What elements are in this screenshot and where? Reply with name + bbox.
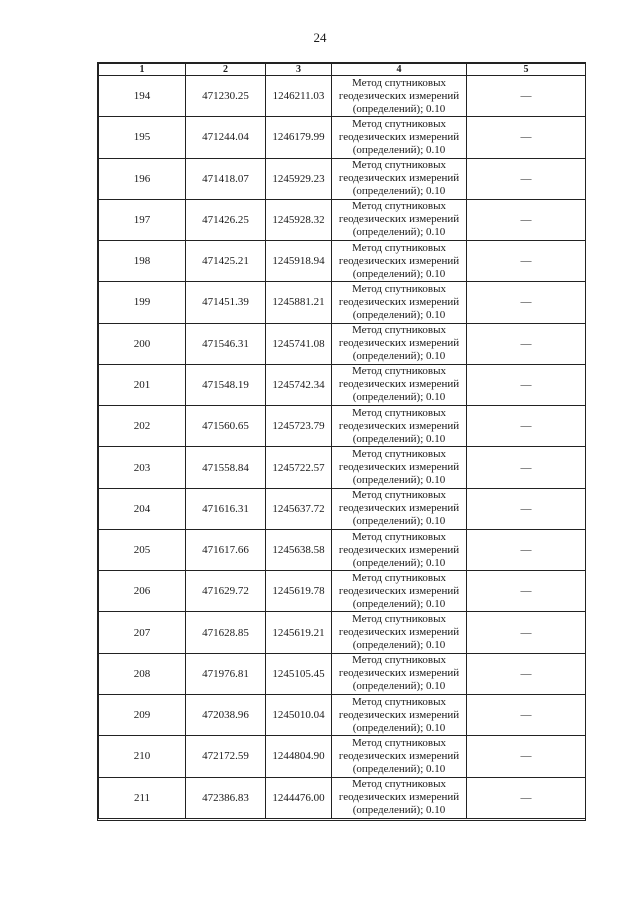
method-text-line-2: геодезических измерений (338, 667, 460, 680)
point-number-cell: 202 (99, 406, 186, 447)
method-text-line-1: Метод спутниковых (352, 571, 446, 584)
point-number-cell: 201 (99, 364, 186, 405)
y-coordinate-cell: 1245619.21 (266, 612, 332, 653)
method-cell (332, 447, 467, 488)
table-row (99, 158, 586, 199)
method-cell (332, 158, 467, 199)
method-cell (332, 571, 467, 612)
description-cell: — (467, 364, 586, 405)
method-cell (332, 364, 467, 405)
method-text-line-3: (определений); 0.10 (352, 308, 446, 321)
method-cell (332, 117, 467, 158)
description-cell: — (467, 529, 586, 570)
description-cell: — (467, 488, 586, 529)
y-coordinate-cell: 1245741.08 (266, 323, 332, 364)
column-header-1: 1 (99, 64, 186, 76)
table-row (99, 488, 586, 529)
coordinates-table (98, 63, 586, 819)
point-number-cell: 199 (99, 282, 186, 323)
method-cell (332, 406, 467, 447)
method-text-line-1: Метод спутниковых (352, 736, 446, 749)
y-coordinate-cell: 1245637.72 (266, 488, 332, 529)
point-number-cell: 208 (99, 653, 186, 694)
x-coordinate-cell: 471548.19 (186, 364, 266, 405)
y-coordinate-cell: 1244476.00 (266, 777, 332, 818)
method-cell (332, 612, 467, 653)
table-frame (97, 62, 586, 821)
description-cell: — (467, 241, 586, 282)
y-coordinate-cell: 1245881.21 (266, 282, 332, 323)
y-coordinate-cell: 1245010.04 (266, 694, 332, 735)
method-text-line-1: Метод спутниковых (352, 324, 446, 337)
description-cell: — (467, 158, 586, 199)
method-text-line-2: геодезических измерений (338, 708, 460, 721)
point-number-cell: 194 (99, 76, 186, 117)
point-number-cell: 207 (99, 612, 186, 653)
column-header-3: 3 (266, 64, 332, 76)
description-cell: — (467, 777, 586, 818)
x-coordinate-cell: 472172.59 (186, 736, 266, 777)
method-text-line-1: Метод спутниковых (352, 241, 446, 254)
description-cell: — (467, 117, 586, 158)
y-coordinate-cell: 1245722.57 (266, 447, 332, 488)
x-coordinate-cell: 471976.81 (186, 653, 266, 694)
x-coordinate-cell: 471616.31 (186, 488, 266, 529)
method-text-line-1: Метод спутниковых (352, 778, 446, 791)
method-text-line-2: геодезических измерений (338, 626, 460, 639)
table-row (99, 694, 586, 735)
description-cell: — (467, 406, 586, 447)
y-coordinate-cell: 1246179.99 (266, 117, 332, 158)
y-coordinate-cell: 1245619.78 (266, 571, 332, 612)
column-header-2: 2 (186, 64, 266, 76)
description-cell: — (467, 612, 586, 653)
method-text-line-3: (определений); 0.10 (352, 556, 446, 569)
table-row (99, 777, 586, 818)
method-text-line-1: Метод спутниковых (352, 654, 446, 667)
method-text-line-2: геодезических измерений (338, 461, 460, 474)
method-cell (332, 529, 467, 570)
y-coordinate-cell: 1244804.90 (266, 736, 332, 777)
description-cell: — (467, 323, 586, 364)
method-text-line-2: геодезических измерений (338, 543, 460, 556)
method-text-line-3: (определений); 0.10 (352, 432, 446, 445)
column-header-4: 4 (332, 64, 467, 76)
method-text-line-3: (определений); 0.10 (352, 474, 446, 487)
x-coordinate-cell: 471546.31 (186, 323, 266, 364)
table-row (99, 76, 586, 117)
point-number-cell: 204 (99, 488, 186, 529)
description-cell: — (467, 694, 586, 735)
method-text-line-1: Метод спутниковых (352, 200, 446, 213)
x-coordinate-cell: 471426.25 (186, 199, 266, 240)
point-number-cell: 198 (99, 241, 186, 282)
method-text-line-1: Метод спутниковых (352, 282, 446, 295)
method-text-line-1: Метод спутниковых (352, 117, 446, 130)
method-cell (332, 241, 467, 282)
method-text-line-3: (определений); 0.10 (352, 515, 446, 528)
point-number-cell: 205 (99, 529, 186, 570)
table-row (99, 364, 586, 405)
method-text-line-3: (определений); 0.10 (352, 267, 446, 280)
method-cell (332, 282, 467, 323)
method-text-line-1: Метод спутниковых (352, 530, 446, 543)
table-row (99, 406, 586, 447)
method-cell (332, 653, 467, 694)
x-coordinate-cell: 472038.96 (186, 694, 266, 735)
point-number-cell: 209 (99, 694, 186, 735)
table-row (99, 529, 586, 570)
method-text-line-3: (определений); 0.10 (352, 226, 446, 239)
method-text-line-3: (определений); 0.10 (352, 143, 446, 156)
method-text-line-2: геодезических измерений (338, 172, 460, 185)
method-text-line-3: (определений); 0.10 (352, 680, 446, 693)
method-text-line-3: (определений); 0.10 (352, 804, 446, 817)
method-text-line-1: Метод спутниковых (352, 613, 446, 626)
y-coordinate-cell: 1245105.45 (266, 653, 332, 694)
method-text-line-2: геодезических измерений (338, 254, 460, 267)
method-text-line-1: Метод спутниковых (352, 159, 446, 172)
method-text-line-3: (определений); 0.10 (352, 391, 446, 404)
method-text-line-2: геодезических измерений (338, 502, 460, 515)
method-text-line-3: (определений); 0.10 (352, 762, 446, 775)
table-row (99, 571, 586, 612)
method-text-line-1: Метод спутниковых (352, 695, 446, 708)
table-row (99, 736, 586, 777)
method-text-line-3: (определений); 0.10 (352, 597, 446, 610)
method-cell (332, 777, 467, 818)
point-number-cell: 211 (99, 777, 186, 818)
description-cell: — (467, 76, 586, 117)
table-body (99, 76, 586, 819)
x-coordinate-cell: 471244.04 (186, 117, 266, 158)
method-text-line-3: (определений); 0.10 (352, 639, 446, 652)
method-text-line-3: (определений); 0.10 (352, 721, 446, 734)
method-text-line-3: (определений); 0.10 (352, 185, 446, 198)
table-row (99, 612, 586, 653)
method-text-line-2: геодезических измерений (338, 89, 460, 102)
table-row (99, 282, 586, 323)
point-number-cell: 195 (99, 117, 186, 158)
x-coordinate-cell: 471628.85 (186, 612, 266, 653)
description-cell: — (467, 282, 586, 323)
method-cell (332, 694, 467, 735)
method-text-line-2: геодезических измерений (338, 213, 460, 226)
y-coordinate-cell: 1245638.58 (266, 529, 332, 570)
method-text-line-2: геодезических измерений (338, 749, 460, 762)
x-coordinate-cell: 471560.65 (186, 406, 266, 447)
x-coordinate-cell: 472386.83 (186, 777, 266, 818)
table-row (99, 447, 586, 488)
method-cell (332, 736, 467, 777)
table-row (99, 199, 586, 240)
table-row (99, 117, 586, 158)
point-number-cell: 197 (99, 199, 186, 240)
y-coordinate-cell: 1245929.23 (266, 158, 332, 199)
method-text-line-1: Метод спутниковых (352, 448, 446, 461)
method-text-line-2: геодезических измерений (338, 584, 460, 597)
point-number-cell: 196 (99, 158, 186, 199)
x-coordinate-cell: 471617.66 (186, 529, 266, 570)
method-text-line-1: Метод спутниковых (352, 365, 446, 378)
method-text-line-2: геодезических измерений (338, 295, 460, 308)
table-row (99, 241, 586, 282)
method-text-line-3: (определений); 0.10 (352, 350, 446, 363)
y-coordinate-cell: 1246211.03 (266, 76, 332, 117)
method-cell (332, 76, 467, 117)
method-cell (332, 488, 467, 529)
method-text-line-1: Метод спутниковых (352, 76, 446, 89)
method-text-line-2: геодезических измерений (338, 337, 460, 350)
method-cell (332, 323, 467, 364)
point-number-cell: 203 (99, 447, 186, 488)
description-cell: — (467, 571, 586, 612)
description-cell: — (467, 653, 586, 694)
method-text-line-1: Метод спутниковых (352, 489, 446, 502)
table-header-row (99, 64, 586, 76)
table-row (99, 323, 586, 364)
description-cell: — (467, 736, 586, 777)
y-coordinate-cell: 1245742.34 (266, 364, 332, 405)
method-cell (332, 199, 467, 240)
point-number-cell: 200 (99, 323, 186, 364)
description-cell: — (467, 199, 586, 240)
x-coordinate-cell: 471558.84 (186, 447, 266, 488)
x-coordinate-cell: 471425.21 (186, 241, 266, 282)
x-coordinate-cell: 471230.25 (186, 76, 266, 117)
y-coordinate-cell: 1245928.32 (266, 199, 332, 240)
description-cell: — (467, 447, 586, 488)
method-text-line-2: геодезических измерений (338, 791, 460, 804)
y-coordinate-cell: 1245918.94 (266, 241, 332, 282)
x-coordinate-cell: 471451.39 (186, 282, 266, 323)
y-coordinate-cell: 1245723.79 (266, 406, 332, 447)
method-text-line-2: геодезических измерений (338, 130, 460, 143)
x-coordinate-cell: 471629.72 (186, 571, 266, 612)
point-number-cell: 210 (99, 736, 186, 777)
method-text-line-1: Метод спутниковых (352, 406, 446, 419)
page-number: 24 (313, 30, 327, 45)
table-row (99, 653, 586, 694)
method-text-line-3: (определений); 0.10 (352, 102, 446, 115)
point-number-cell: 206 (99, 571, 186, 612)
column-header-5: 5 (467, 64, 586, 76)
method-text-line-2: геодезических измерений (338, 378, 460, 391)
method-text-line-2: геодезических измерений (338, 419, 460, 432)
x-coordinate-cell: 471418.07 (186, 158, 266, 199)
